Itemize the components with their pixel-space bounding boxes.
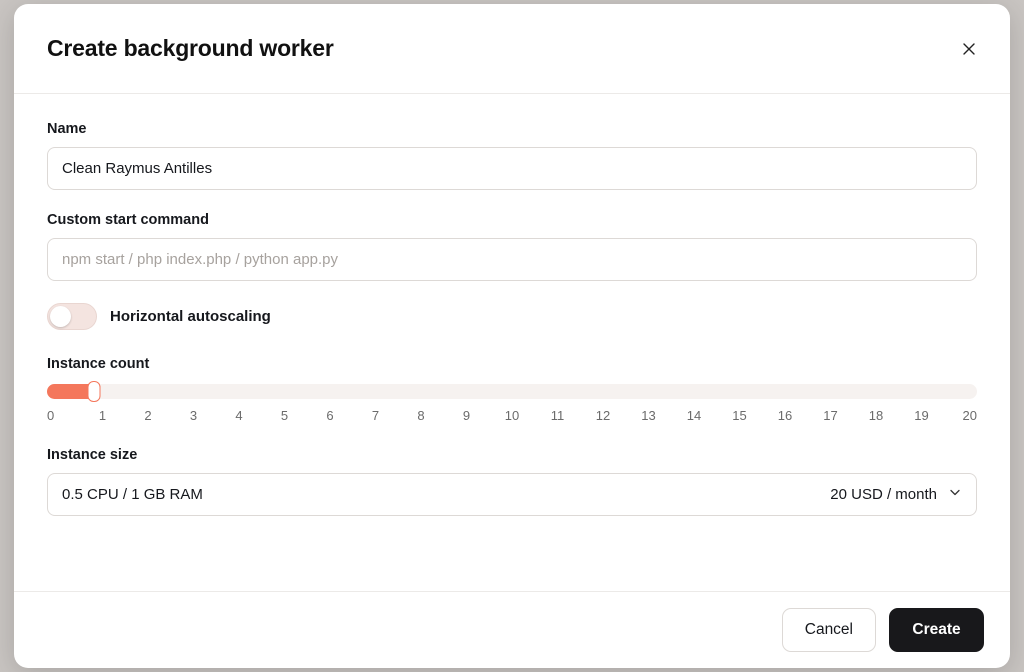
chevron-down-icon — [948, 485, 962, 504]
tick-label: 20 — [962, 408, 977, 423]
custom-start-command-label: Custom start command — [47, 212, 209, 228]
tick-label: 18 — [868, 408, 884, 423]
tick-label: 17 — [823, 408, 838, 423]
tick-label: 4 — [235, 408, 243, 423]
toggle-knob — [50, 306, 71, 327]
tick-label: 3 — [189, 408, 198, 423]
tick-label: 5 — [280, 408, 289, 423]
instance-size-label: Instance size — [47, 447, 138, 463]
tick-label: 15 — [732, 408, 747, 423]
dialog-header — [14, 4, 1010, 94]
instance-count-slider[interactable] — [47, 384, 977, 399]
tick-label: 12 — [595, 408, 611, 423]
custom-start-command-group — [47, 212, 977, 281]
create-button[interactable]: Create — [889, 608, 984, 652]
tick-label: 0 — [47, 408, 55, 423]
tick-label: 13 — [641, 408, 656, 423]
dialog-body — [14, 94, 1010, 591]
create-background-worker-dialog — [14, 4, 1010, 668]
tick-label: 7 — [371, 408, 380, 423]
tick-label: 9 — [462, 408, 471, 423]
name-label: Name — [47, 121, 87, 137]
instance-size-group — [47, 447, 977, 516]
name-field-group — [47, 121, 977, 190]
tick-label: 1 — [98, 408, 107, 423]
slider-tick-labels — [47, 408, 977, 423]
tick-label: 19 — [914, 408, 929, 423]
close-glyph — [961, 41, 977, 57]
instance-size-right — [830, 485, 962, 504]
tick-label: 14 — [686, 408, 702, 423]
tick-label: 8 — [417, 408, 425, 423]
slider-thumb[interactable] — [87, 381, 100, 402]
tick-label: 11 — [550, 408, 565, 423]
horizontal-autoscaling-label: Horizontal autoscaling — [110, 308, 271, 325]
custom-start-command-input[interactable] — [47, 238, 977, 281]
horizontal-autoscaling-toggle[interactable] — [47, 303, 97, 330]
page-title: Create background worker — [47, 35, 334, 61]
name-input[interactable] — [47, 147, 977, 190]
instance-size-select[interactable] — [47, 473, 977, 516]
instance-size-value: 0.5 CPU / 1 GB RAM — [62, 486, 203, 503]
instance-size-price: 20 USD / month — [830, 486, 937, 503]
horizontal-autoscaling-row — [47, 303, 977, 330]
tick-label: 6 — [326, 408, 334, 423]
close-icon[interactable] — [954, 34, 984, 64]
tick-label: 10 — [504, 408, 520, 423]
cancel-button[interactable]: Cancel — [782, 608, 876, 652]
instance-count-label: Instance count — [47, 356, 150, 372]
tick-label: 16 — [777, 408, 793, 423]
dialog-footer — [14, 591, 1010, 668]
instance-count-group — [47, 356, 977, 423]
tick-label: 2 — [144, 408, 152, 423]
